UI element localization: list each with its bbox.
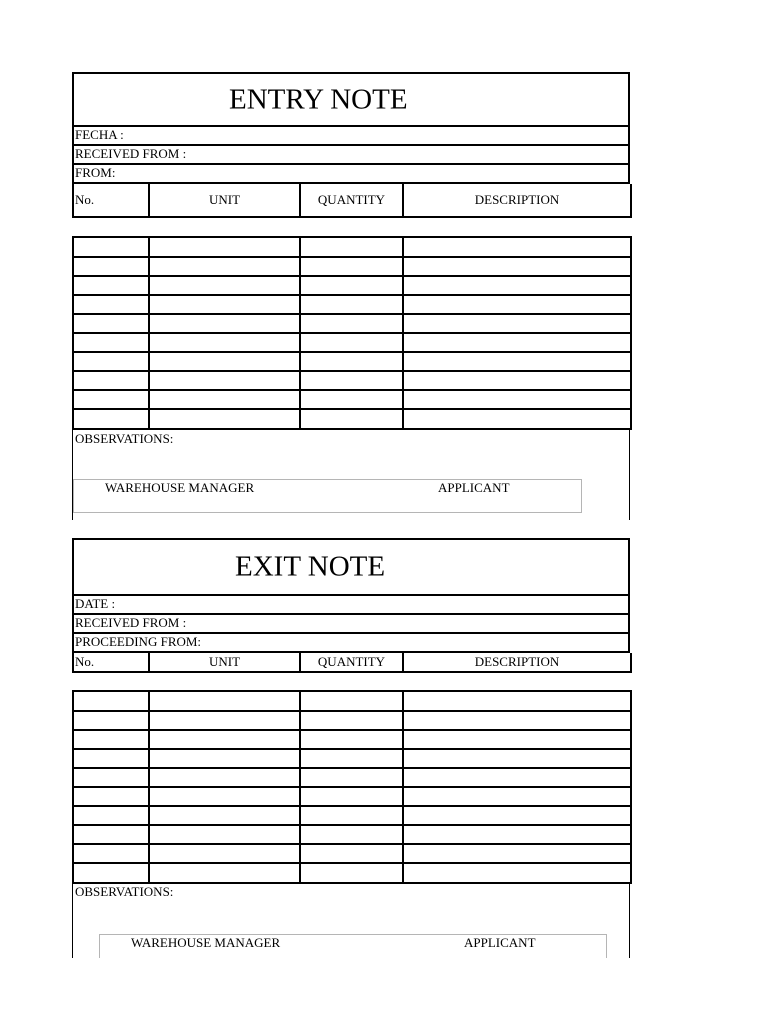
table-cell[interactable] — [300, 237, 403, 257]
table-cell[interactable] — [403, 749, 631, 768]
exit-signature-box — [99, 934, 607, 958]
table-cell[interactable] — [300, 276, 403, 295]
table-cell[interactable] — [403, 806, 631, 825]
table-cell[interactable] — [403, 257, 631, 276]
table-cell[interactable] — [149, 257, 300, 276]
table-row — [73, 276, 631, 295]
table-cell[interactable] — [300, 768, 403, 787]
table-cell[interactable] — [403, 409, 631, 429]
table-cell[interactable] — [149, 691, 300, 711]
entry-signature-box — [73, 479, 582, 513]
table-cell[interactable] — [403, 333, 631, 352]
table-cell[interactable] — [73, 806, 149, 825]
table-cell[interactable] — [149, 371, 300, 390]
table-cell[interactable] — [300, 295, 403, 314]
entry-note-title-box — [72, 72, 630, 127]
table-row — [73, 806, 631, 825]
exit-note-form — [72, 538, 630, 673]
table-row — [73, 409, 631, 429]
table-cell[interactable] — [300, 257, 403, 276]
entry-note-form — [72, 72, 630, 218]
table-cell[interactable] — [300, 787, 403, 806]
entry-col-description: DESCRIPTION — [403, 184, 631, 217]
exit-col-description: DESCRIPTION — [403, 653, 631, 672]
table-cell[interactable] — [300, 844, 403, 863]
exit-observations-label: OBSERVATIONS: — [75, 884, 174, 899]
table-cell[interactable] — [73, 390, 149, 409]
table-row — [73, 237, 631, 257]
table-cell[interactable] — [73, 844, 149, 863]
table-cell[interactable] — [403, 844, 631, 863]
table-cell[interactable] — [300, 749, 403, 768]
entry-col-unit: UNIT — [149, 184, 300, 217]
table-row — [73, 333, 631, 352]
table-cell[interactable] — [300, 333, 403, 352]
table-cell[interactable] — [149, 863, 300, 883]
table-row — [73, 390, 631, 409]
table-row — [73, 825, 631, 844]
table-row — [73, 691, 631, 711]
table-row — [73, 787, 631, 806]
table-cell[interactable] — [73, 825, 149, 844]
entry-items-table — [72, 236, 632, 430]
entry-col-quantity: QUANTITY — [300, 184, 403, 217]
table-row — [73, 257, 631, 276]
exit-date-field[interactable]: DATE : — [72, 596, 630, 615]
entry-column-header — [72, 184, 632, 218]
entry-note-title: ENTRY NOTE — [229, 83, 408, 115]
table-cell[interactable] — [300, 352, 403, 371]
table-cell[interactable] — [73, 691, 149, 711]
table-cell[interactable] — [73, 352, 149, 371]
table-cell[interactable] — [149, 730, 300, 749]
table-cell[interactable] — [149, 295, 300, 314]
table-cell[interactable] — [300, 314, 403, 333]
table-cell[interactable] — [73, 863, 149, 883]
exit-warehouse-manager-label: WAREHOUSE MANAGER — [131, 935, 281, 950]
table-cell[interactable] — [73, 371, 149, 390]
table-cell[interactable] — [149, 352, 300, 371]
table-row — [73, 749, 631, 768]
exit-observations — [72, 884, 630, 958]
entry-items-table-wrap — [72, 236, 630, 520]
table-cell[interactable] — [73, 333, 149, 352]
exit-note-title-box — [72, 538, 630, 596]
table-cell[interactable] — [149, 237, 300, 257]
table-cell[interactable] — [403, 768, 631, 787]
table-cell[interactable] — [403, 314, 631, 333]
table-cell[interactable] — [300, 390, 403, 409]
exit-col-quantity: QUANTITY — [300, 653, 403, 672]
table-cell[interactable] — [300, 806, 403, 825]
table-cell[interactable] — [403, 863, 631, 883]
table-cell[interactable] — [403, 352, 631, 371]
table-cell[interactable] — [300, 371, 403, 390]
table-row — [73, 314, 631, 333]
table-cell[interactable] — [73, 314, 149, 333]
table-cell[interactable] — [149, 276, 300, 295]
table-cell[interactable] — [73, 730, 149, 749]
table-row — [73, 352, 631, 371]
exit-applicant-label: APPLICANT — [464, 935, 536, 950]
table-cell[interactable] — [73, 409, 149, 429]
table-row — [73, 768, 631, 787]
exit-items-table — [72, 690, 632, 884]
table-cell[interactable] — [300, 711, 403, 730]
table-cell[interactable] — [149, 844, 300, 863]
table-row — [73, 844, 631, 863]
table-cell[interactable] — [300, 863, 403, 883]
table-row — [73, 863, 631, 883]
table-cell[interactable] — [149, 825, 300, 844]
entry-date-field[interactable]: FECHA : — [72, 127, 630, 146]
exit-proceeding-from-field[interactable]: PROCEEDING FROM: — [72, 634, 630, 653]
table-cell[interactable] — [149, 314, 300, 333]
exit-items-table-wrap — [72, 690, 630, 958]
entry-applicant-label: APPLICANT — [438, 480, 510, 495]
entry-warehouse-manager-label: WAREHOUSE MANAGER — [105, 480, 255, 495]
table-cell[interactable] — [403, 390, 631, 409]
exit-col-unit: UNIT — [149, 653, 300, 672]
table-cell[interactable] — [149, 409, 300, 429]
table-cell[interactable] — [73, 749, 149, 768]
table-cell[interactable] — [149, 787, 300, 806]
table-row — [73, 711, 631, 730]
table-cell[interactable] — [73, 276, 149, 295]
table-cell[interactable] — [403, 730, 631, 749]
table-cell[interactable] — [149, 390, 300, 409]
table-cell[interactable] — [300, 730, 403, 749]
table-cell[interactable] — [403, 825, 631, 844]
entry-observations — [72, 430, 630, 520]
entry-from-field[interactable]: FROM: — [72, 165, 630, 184]
table-cell[interactable] — [73, 257, 149, 276]
exit-received-from-field[interactable]: RECEIVED FROM : — [72, 615, 630, 634]
table-row — [73, 730, 631, 749]
table-cell[interactable] — [73, 295, 149, 314]
table-cell[interactable] — [403, 371, 631, 390]
table-cell[interactable] — [149, 768, 300, 787]
table-row — [73, 371, 631, 390]
table-cell[interactable] — [149, 711, 300, 730]
table-cell[interactable] — [403, 711, 631, 730]
table-cell[interactable] — [403, 787, 631, 806]
table-cell[interactable] — [149, 806, 300, 825]
exit-note-title: EXIT NOTE — [235, 550, 386, 583]
table-cell[interactable] — [73, 787, 149, 806]
table-cell[interactable] — [149, 333, 300, 352]
table-cell[interactable] — [73, 237, 149, 257]
table-cell[interactable] — [300, 691, 403, 711]
table-cell[interactable] — [300, 409, 403, 429]
entry-col-no: No. — [73, 184, 149, 217]
table-cell[interactable] — [149, 749, 300, 768]
table-row — [73, 295, 631, 314]
table-cell[interactable] — [403, 295, 631, 314]
table-cell[interactable] — [73, 711, 149, 730]
table-cell[interactable] — [403, 237, 631, 257]
table-cell[interactable] — [403, 691, 631, 711]
entry-received-from-field[interactable]: RECEIVED FROM : — [72, 146, 630, 165]
table-cell[interactable] — [73, 768, 149, 787]
table-cell[interactable] — [403, 276, 631, 295]
table-cell[interactable] — [300, 825, 403, 844]
entry-observations-label: OBSERVATIONS: — [75, 431, 174, 446]
exit-col-no: No. — [73, 653, 149, 672]
exit-column-header — [72, 653, 632, 673]
